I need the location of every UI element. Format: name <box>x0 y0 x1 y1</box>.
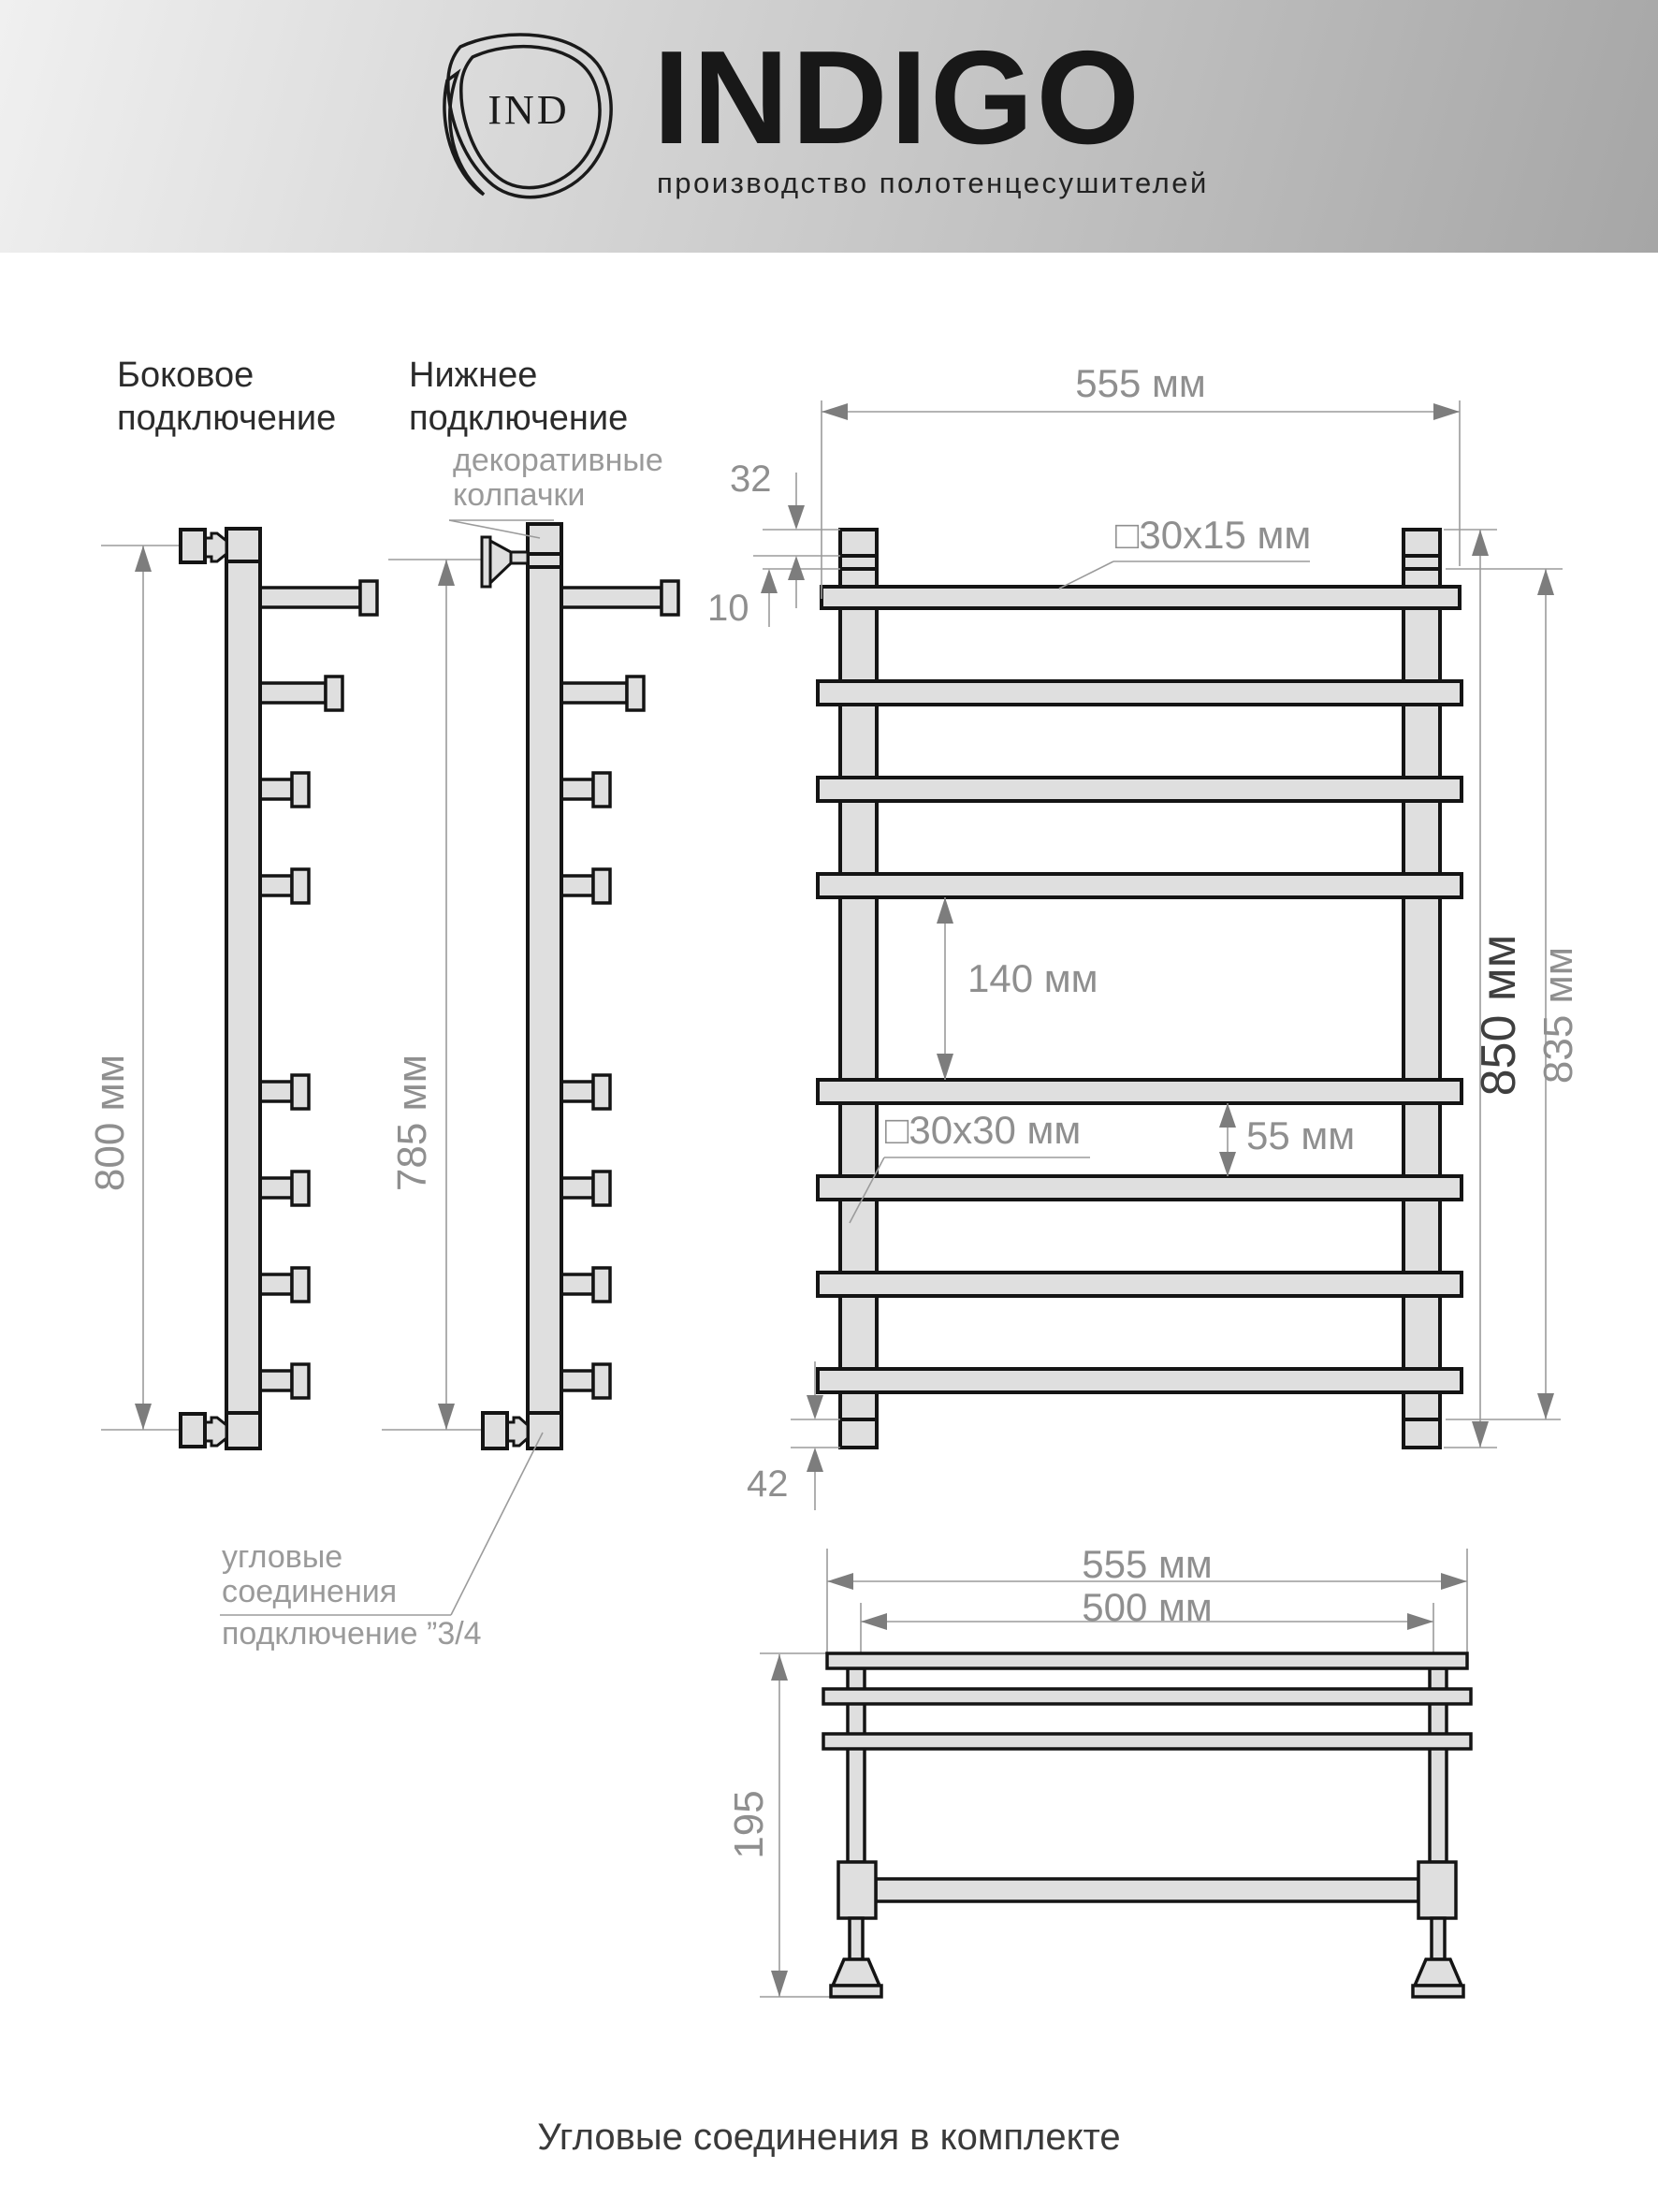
decorative-cap-shape <box>482 537 528 587</box>
bottom-connection-title-line1: Нижнее <box>409 356 538 395</box>
dim-850: 850 мм <box>1472 934 1526 1097</box>
decorative-caps-label <box>453 444 663 513</box>
bottom-connection-title-line2: подключение <box>409 399 629 438</box>
decorative-caps-label-line2: колпачки <box>453 477 586 513</box>
brand-subtitle: производство полотенцесушителей <box>657 167 1209 199</box>
footer-note: Угловые соединения в комплекте <box>537 2117 1121 2158</box>
label-tube-30x30: □30x30 мм <box>885 1108 1082 1152</box>
dim-140: 140 мм <box>967 956 1098 1000</box>
side-view-drawing <box>101 529 377 1448</box>
bottom-connection-title <box>409 354 628 440</box>
label-tube-30x15: □30x15 мм <box>1115 513 1312 557</box>
front-view-drawing <box>753 400 1563 1510</box>
brand-title: INDIGO <box>653 23 1142 172</box>
corner-fittings-label-line2: соединения <box>222 1574 398 1609</box>
dim-835: 835 мм <box>1535 946 1581 1084</box>
corner-fittings-label-line1: угловые <box>222 1539 343 1575</box>
corner-fittings-label-line3: подключение ”3/4 <box>222 1616 482 1652</box>
side-view-title <box>117 354 336 440</box>
dim-55: 55 мм <box>1246 1113 1356 1157</box>
dim-top-555: 555 мм <box>1082 1542 1213 1586</box>
side-view-title-line1: Боковое <box>117 356 255 395</box>
dim-800: 800 мм <box>87 1054 133 1192</box>
corner-fittings-label <box>222 1540 482 1652</box>
dim-top-500: 500 мм <box>1082 1585 1213 1629</box>
dim-785: 785 мм <box>389 1054 435 1192</box>
dim-10: 10 <box>707 588 749 629</box>
logo-monogram: IND <box>487 87 570 133</box>
dim-42: 42 <box>747 1463 789 1505</box>
dim-195: 195 <box>726 1790 772 1859</box>
side-view-title-line2: подключение <box>117 399 337 438</box>
dim-front-555: 555 мм <box>1075 361 1206 405</box>
dim-32: 32 <box>730 458 772 500</box>
decorative-caps-label-line1: декоративные <box>453 443 663 478</box>
